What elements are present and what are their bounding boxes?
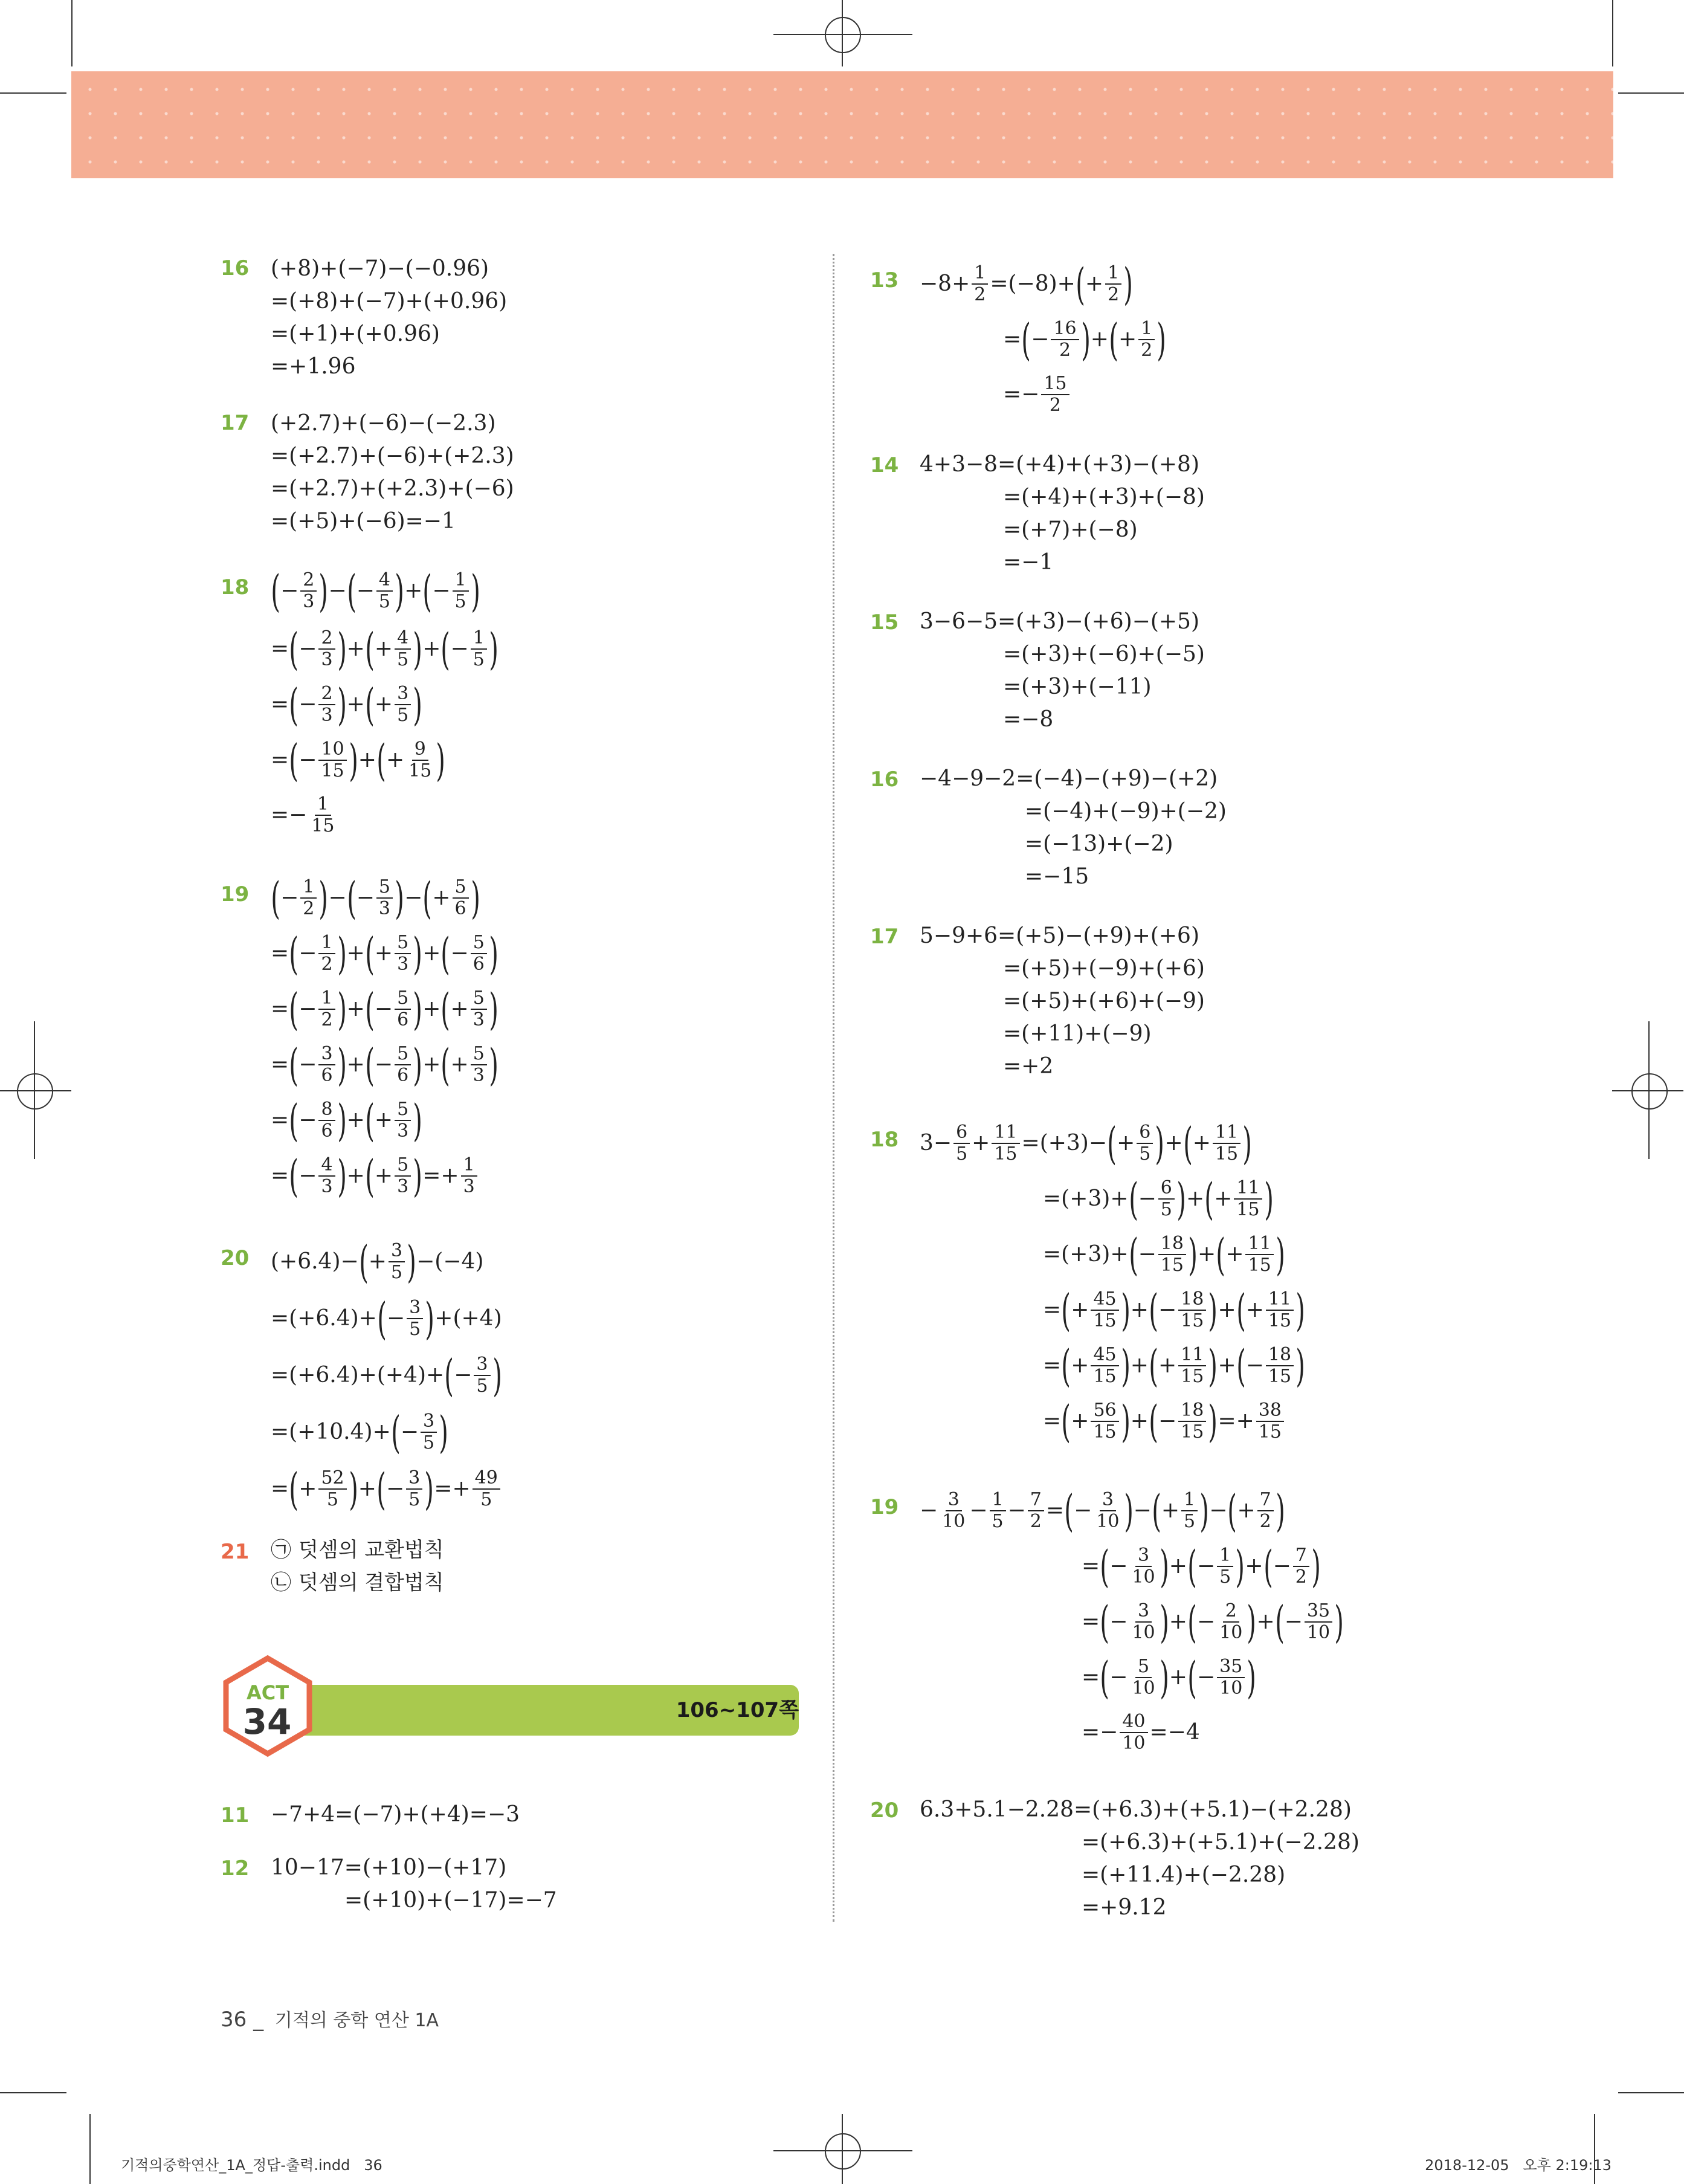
problem-number: 18	[221, 575, 250, 599]
math-line: 6.3+5.1−2.28=(+6.3)+(+5.1)−(+2.28)	[920, 1797, 1352, 1822]
crop-mark	[1612, 0, 1613, 66]
math-line: 10−17=(+10)−(+17)	[271, 1855, 507, 1880]
print-date-info: 2018-12-05 오후 2:19:13	[1425, 2157, 1611, 2174]
math-line: =(−4)+(−9)+(−2)	[1025, 799, 1227, 824]
problem-number: 21	[221, 1540, 250, 1564]
math-line: = ( + $\frac{56}{15}$ ) + ( − $\frac{18}{15}$ ) =+ $\frac{38}{15}$	[1043, 1400, 1286, 1443]
problem-number: 20	[221, 1246, 250, 1270]
crop-mark	[89, 2114, 91, 2184]
print-file-info: 기적의중학연산_1A_정답-출력.indd 36	[121, 2157, 382, 2174]
math-line: = ( − $\frac{2}{3}$ ) + ( + $\frac{3}{5}$ )	[271, 679, 422, 730]
math-line: =−8	[1003, 707, 1054, 732]
problem-number: 19	[221, 882, 250, 906]
problem-number: 14	[870, 453, 899, 477]
registration-mark-icon	[1612, 1090, 1683, 1091]
math-line: =(+2.7)+(−6)+(+2.3)	[271, 444, 514, 468]
math-line: = ( − $\frac{3}{10}$ ) + ( − $\frac{1}{5}$ ) + ( − $\frac{7}{2}$ )	[1082, 1541, 1321, 1592]
math-line: =(+1)+(+0.96)	[271, 321, 440, 346]
math-line: =(+11.4)+(−2.28)	[1082, 1863, 1286, 1887]
act-label: ACT	[246, 1681, 289, 1704]
math-line: = ( − $\frac{4}{3}$ ) + ( + $\frac{5}{3}$ ) =+ $\frac{1}{3}$	[271, 1154, 479, 1198]
footer-separator: _	[253, 2008, 264, 2032]
column-divider	[833, 254, 834, 1922]
answer-line	[271, 1566, 444, 1599]
math-line: −4−9−2=(−4)−(+9)−(+2)	[920, 766, 1218, 791]
math-line: 3−6−5=(+3)−(+6)−(+5)	[920, 609, 1200, 634]
math-line: (+8)+(−7)−(−0.96)	[271, 256, 489, 281]
registration-mark-icon	[825, 17, 861, 53]
answer-text: 덧셈의 교환법칙	[298, 1538, 444, 1562]
registration-mark-icon	[17, 1073, 53, 1110]
problem-number: 17	[221, 411, 250, 435]
registration-mark-icon	[1648, 1021, 1650, 1159]
math-line: = ( − $\frac{8}{6}$ ) + ( + $\frac{5}{3}$ )	[271, 1095, 422, 1146]
problem-number: 18	[870, 1128, 899, 1152]
math-line: =(+11)+(−9)	[1003, 1021, 1152, 1046]
math-line: = ( − $\frac{2}{3}$ ) + ( + $\frac{4}{5}$ ) + ( − $\frac{1}{5}$ )	[271, 624, 498, 674]
circled-mark: ㉡	[271, 1571, 291, 1595]
registration-mark-icon	[34, 1021, 35, 1159]
registration-mark-icon	[0, 1090, 71, 1091]
crop-mark	[71, 0, 73, 66]
crop-mark	[0, 2092, 66, 2093]
math-line: = ( − $\frac{16}{2}$ ) + ( + $\frac{1}{2}$ )	[1003, 314, 1167, 365]
math-line: 4+3−8=(+4)+(+3)−(+8)	[920, 452, 1200, 477]
page-footer	[221, 2005, 439, 2032]
math-line: =(+6.3)+(+5.1)+(−2.28)	[1082, 1830, 1360, 1855]
problem-number: 13	[870, 268, 899, 292]
math-line: =(+4)+(+3)+(−8)	[1003, 485, 1205, 509]
registration-mark-icon	[1631, 1073, 1668, 1110]
math-line: 5−9+6=(+5)−(+9)+(+6)	[920, 923, 1200, 948]
registration-mark-icon	[773, 2150, 912, 2151]
math-line: =(+6.4)+(+4)+ ( − $\frac{3}{5}$ )	[271, 1350, 502, 1401]
math-line: = ( − $\frac{5}{10}$ ) + ( − $\frac{35}{10}$ )	[1082, 1652, 1257, 1703]
math-line: =(+10.4)+ ( − $\frac{3}{5}$ )	[271, 1407, 448, 1458]
math-line: 3− $\frac{6}{5}$ + $\frac{11}{15}$ =(+3)− ( + $\frac{6}{5}$ ) + ( + $\frac{11}{15}$ )	[920, 1118, 1252, 1169]
problem-number: 15	[870, 610, 899, 635]
math-line: =(+8)+(−7)+(+0.96)	[271, 289, 508, 314]
problem-number: 16	[870, 767, 899, 792]
math-line: =(+2.7)+(+2.3)+(−6)	[271, 476, 514, 501]
math-line: = ( + $\frac{45}{15}$ ) + ( − $\frac{18}{15}$ ) + ( + $\frac{11}{15}$ )	[1043, 1285, 1305, 1336]
math-line: =(−13)+(−2)	[1025, 832, 1173, 856]
math-line: =(+3)+(−6)+(−5)	[1003, 642, 1205, 667]
math-line: =−15	[1025, 864, 1089, 889]
math-line: = ( − $\frac{3}{6}$ ) + ( − $\frac{5}{6}$ ) + ( + $\frac{5}{3}$ )	[271, 1039, 498, 1090]
problem-number: 11	[221, 1803, 250, 1827]
math-line: =−1	[1003, 550, 1054, 575]
math-line: =− $\frac{40}{10}$ =−4	[1082, 1711, 1200, 1754]
registration-mark-icon	[825, 2133, 861, 2169]
math-line: = ( − $\frac{10}{15}$ ) + ( + $\frac{9}{15}$ )	[271, 735, 446, 786]
math-line: = ( + $\frac{45}{15}$ ) + ( + $\frac{11}{15}$ ) + ( − $\frac{18}{15}$ )	[1043, 1340, 1305, 1391]
math-line: =(+6.4)+ ( − $\frac{3}{5}$ ) +(+4)	[271, 1293, 502, 1344]
answer-line	[271, 1534, 444, 1566]
math-line: ( − $\frac{2}{3}$ ) − ( − $\frac{4}{5}$ ) + ( − $\frac{1}{5}$ )	[271, 566, 480, 616]
problem-number: 20	[870, 1798, 899, 1823]
header-band	[71, 71, 1613, 178]
answer-text: 덧셈의 결합법칙	[298, 1571, 444, 1595]
math-line: (+6.4)− ( + $\frac{3}{5}$ ) −(−4)	[271, 1236, 484, 1287]
math-line: − $\frac{3}{10}$ − $\frac{1}{5}$ − $\frac{7}{2}$ = ( − $\frac{3}{10}$ ) − ( + $\frac{1}{5}$ ) − ( + $\frac{7}{2}$ )	[920, 1485, 1285, 1536]
problem-number: 19	[870, 1495, 899, 1519]
math-line: −7+4=(−7)+(+4)=−3	[271, 1802, 520, 1827]
page-number: 36	[221, 2008, 247, 2032]
math-line: =− $\frac{15}{2}$	[1003, 373, 1071, 416]
book-title: 기적의 중학 연산 1A	[274, 2010, 439, 2031]
registration-mark-icon	[842, 0, 843, 66]
math-line: = ( − $\frac{1}{2}$ ) + ( − $\frac{5}{6}$ ) + ( + $\frac{5}{3}$ )	[271, 984, 498, 1035]
math-line: = ( − $\frac{3}{10}$ ) + ( − $\frac{2}{10}$ ) + ( − $\frac{35}{10}$ )	[1082, 1597, 1344, 1647]
math-line: =+2	[1003, 1054, 1054, 1079]
act-pages: 106~107쪽	[676, 1698, 799, 1722]
math-line: = ( − $\frac{1}{2}$ ) + ( + $\frac{5}{3}$ ) + ( − $\frac{5}{6}$ )	[271, 928, 498, 979]
math-line: =(+5)+(+6)+(−9)	[1003, 989, 1205, 1013]
math-line: =(+3)+ ( − $\frac{6}{5}$ ) + ( + $\frac{11}{15}$ )	[1043, 1174, 1274, 1224]
math-line: =(+3)+ ( − $\frac{18}{15}$ ) + ( + $\frac{11}{15}$ )	[1043, 1229, 1285, 1280]
crop-mark	[1618, 2092, 1684, 2093]
registration-mark-icon	[842, 2114, 843, 2184]
math-line: = ( + $\frac{52}{5}$ ) + ( − $\frac{3}{5}$ ) =+ $\frac{49}{5}$	[271, 1467, 502, 1511]
act-number: 34	[242, 1701, 292, 1742]
math-line: =(+10)+(−17)=−7	[344, 1888, 557, 1913]
math-line: =(+5)+(−6)=−1	[271, 509, 456, 534]
math-line: =(+7)+(−8)	[1003, 517, 1138, 542]
crop-mark	[1618, 92, 1684, 94]
registration-mark-icon	[773, 34, 912, 35]
problem-number: 16	[221, 256, 250, 280]
circled-mark: ㉠	[271, 1538, 291, 1562]
math-line: =(+3)+(−11)	[1003, 674, 1152, 699]
math-line: =(+5)+(−9)+(+6)	[1003, 956, 1205, 981]
problem-number: 12	[221, 1856, 250, 1881]
math-line: ( − $\frac{1}{2}$ ) − ( − $\frac{5}{3}$ ) − ( + $\frac{5}{6}$ )	[271, 873, 480, 923]
math-line: −8+ $\frac{1}{2}$ =(−8)+ ( + $\frac{1}{2}$ )	[920, 259, 1133, 309]
math-line: =− $\frac{1}{15}$	[271, 793, 335, 836]
math-line: =+9.12	[1082, 1895, 1167, 1920]
math-line: (+2.7)+(−6)−(−2.3)	[271, 411, 496, 436]
problem-number: 17	[870, 925, 899, 949]
crop-mark	[0, 92, 66, 94]
math-line: =+1.96	[271, 354, 356, 379]
